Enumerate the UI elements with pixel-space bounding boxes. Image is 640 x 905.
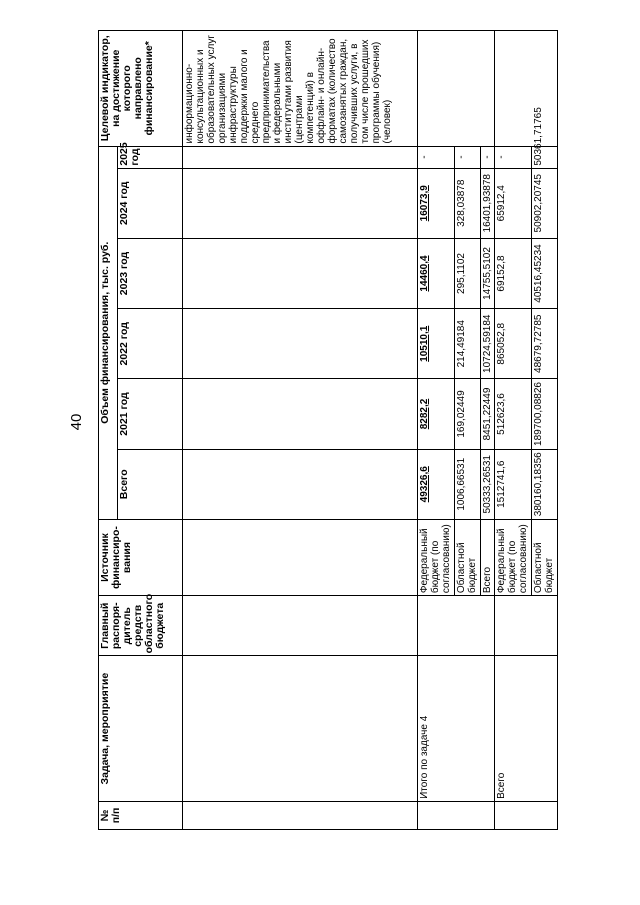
page-number: 40 — [68, 413, 85, 431]
table-row: Областной бюджет 380160,18356 189700,08826 48679,72785 40516,45234 50902,20745 50361,71765 — [532, 31, 558, 830]
header-task: Задача, мероприятие — [99, 656, 183, 802]
header-2024: 2024 год — [117, 168, 183, 238]
table-row: Итого по задаче 4 Федеральный бюджет (по согласованию) 49326,6 8282,2 10510,1 14460,4 16073,9 - — [418, 31, 455, 830]
continuation-row — [183, 31, 418, 830]
table-row: Всего 50333,26531 8451,22449 10724,59184 14755,5102 16401,93878 - — [480, 31, 494, 830]
grand-total-label: Всего — [495, 656, 558, 802]
header-funding-group: Объем финансирования, тыс. руб. — [99, 146, 118, 519]
header-manager: Главный распоря-дитель средств областного бюджета — [99, 596, 183, 656]
header-2025: 2025 год — [117, 146, 183, 168]
indicator-text: информационно-консультационных и образовательных услуг организациями инфраструктуры поддержки малого и среднего предпринимательства и федеральными институтами развития (центрами компетенций) в оффлайн- и онлайн-форматах (количество самозанятых граждан, получивших услуги, в том числе прошедших программы обучения) (человек) — [183, 31, 418, 147]
table-row: Областной бюджет 1006,66531 169,02449 214,49184 295,1102 328,03878 - — [455, 31, 481, 830]
header-2022: 2022 год — [117, 309, 183, 379]
rotated-table-wrapper — [98, 30, 558, 830]
table-row: Всего Федеральный бюджет (по согласованию) 1512741,6 512623,6 865052,8 69152,8 65912,4 - — [495, 31, 532, 830]
header-2023: 2023 год — [117, 238, 183, 308]
header-source: Источник финансиро-вания — [99, 519, 183, 595]
task4-total-label: Итого по задаче 4 — [418, 656, 495, 802]
header-indicator: Целевой индикатор, на достижение которого направлено финансирование* — [99, 31, 183, 147]
funding-table — [98, 30, 558, 830]
header-total: Всего — [117, 449, 183, 519]
header-num: № п/п — [99, 801, 183, 829]
header-2021: 2021 год — [117, 379, 183, 449]
